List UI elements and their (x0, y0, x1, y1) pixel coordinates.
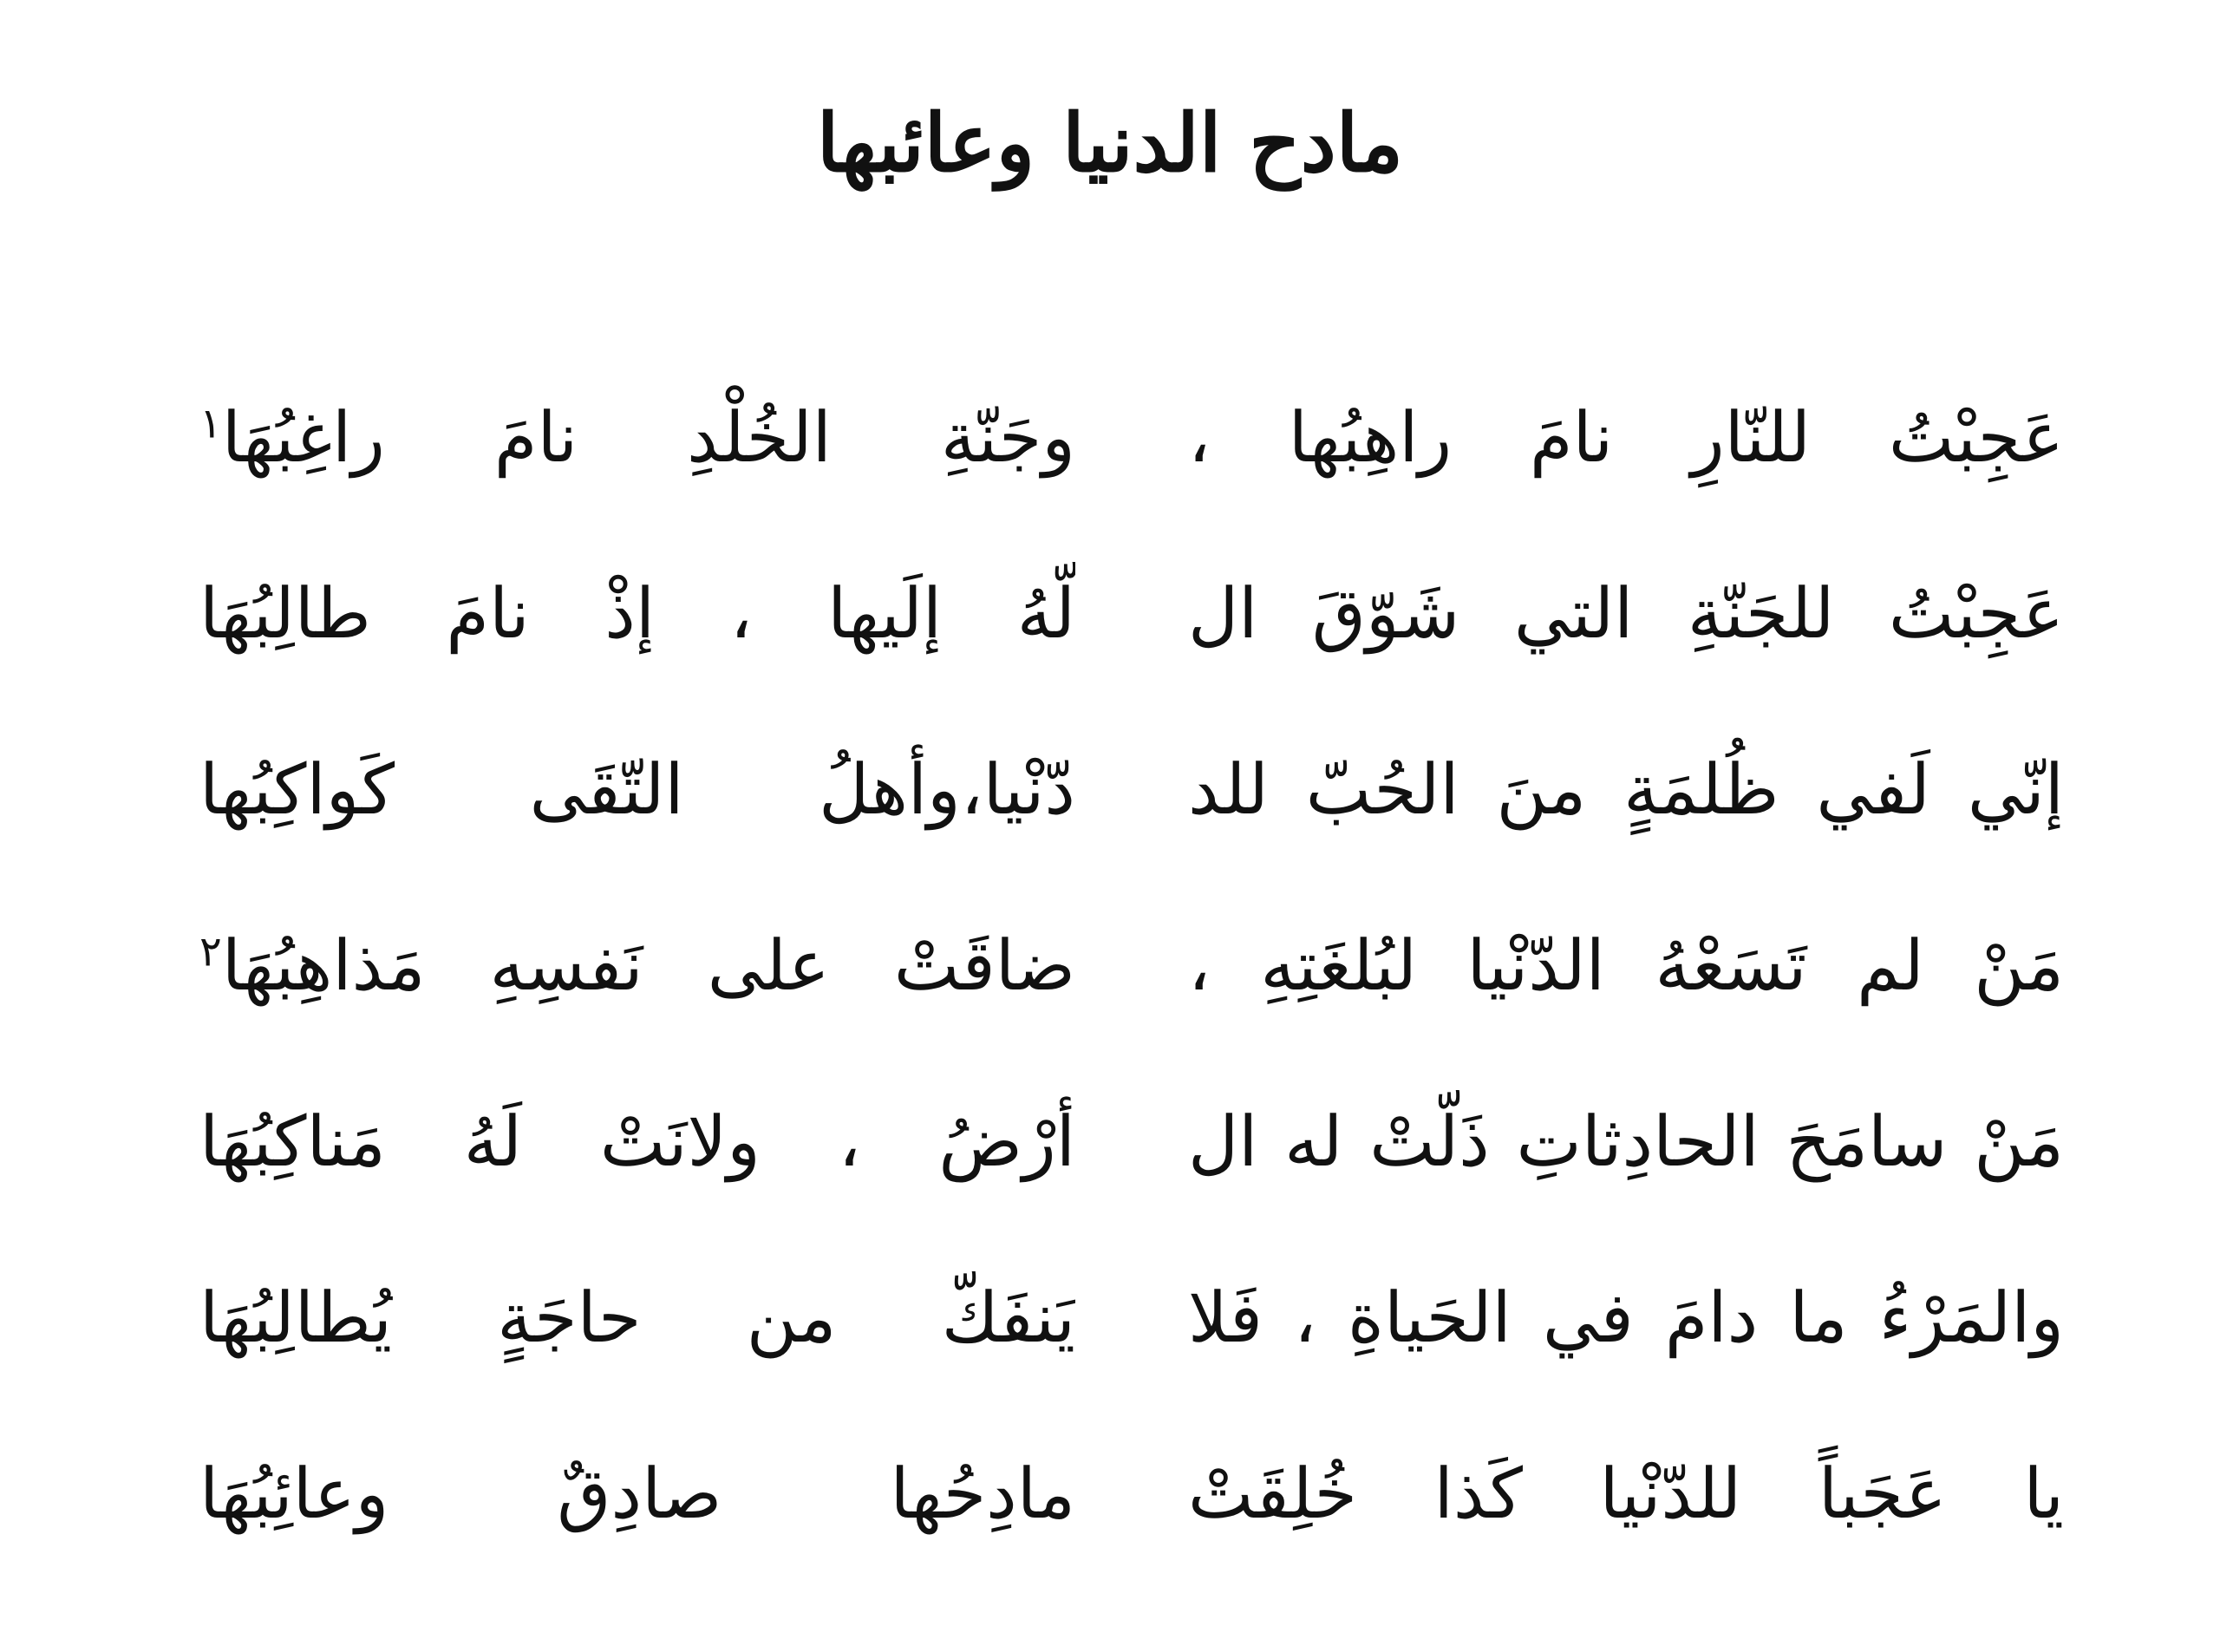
verse-first-hemistich: والمَرْءُ ما دامَ في الحَياةِ ، فَلا (1188, 1277, 2064, 1358)
verse-second-text: لّهُ إلَيها ، إذْ نامَ طالِبُهَا (199, 573, 1075, 654)
verse (199, 1429, 2064, 1605)
verse-first-hemistich: مَنْ سامَحَ الحادِثاتِ ذَلّتْ له ال (1188, 1101, 2064, 1182)
verse-second-hemistich (199, 1077, 1075, 1207)
verse (199, 1253, 2064, 1429)
footnote-marker: ٢ (199, 927, 222, 976)
poem-body (199, 373, 2064, 1605)
verse-first-hemistich: يا عَجَباً للدّنْيا كَذا خُلِقَتْ (1188, 1453, 2064, 1534)
verse-second-text: وجَنّةِ الخُلْدِ نامَ راغِبُهَا (221, 397, 1075, 478)
verse-second-hemistich (199, 373, 1075, 503)
verse-first-hemistich: إنّي لَفي ظُلمَةٍ منَ الحُبّ للد (1188, 749, 2064, 830)
verse-second-text: مادِحُها صادِقٌ وعائِبُهَا (199, 1453, 1075, 1534)
verse-first-hemistich: عَجِبْتُ للجَنّةِ التي شَوّقَ ال (1188, 573, 2064, 654)
verse-second-hemistich (199, 1429, 1075, 1559)
verse-second-text: أرْضُ ، ولانَتْ لَهُ مَناكِبُهَا (199, 1101, 1075, 1182)
poem-title: مادح الدنيا وعائبها (816, 96, 1404, 190)
verse-second-hemistich (199, 725, 1075, 855)
verse (199, 373, 2064, 549)
verse-first-hemistich: عَجِبْتُ للنّارِ نامَ راهِبُها ، (1188, 397, 2064, 478)
footnote-marker: ١ (199, 399, 222, 448)
verse-second-text: دّنْيا،وأهلُ التّقَى كَواكِبُها (199, 749, 1075, 830)
verse (199, 1077, 2064, 1253)
verse (199, 901, 2064, 1077)
verse (199, 549, 2064, 725)
verse-second-hemistich (199, 549, 1075, 679)
verse (199, 725, 2064, 901)
verse-second-text: ضاقَتْ على نَفسِهِ مَذاهِبُهَا (221, 925, 1075, 1006)
verse-first-hemistich: مَنْ لم تَسَعْهُ الدّنْيا لبُلغَتِهِ ، (1188, 925, 2064, 1006)
verse-second-hemistich (199, 901, 1075, 1031)
verse-second-hemistich (199, 1253, 1075, 1383)
verse-second-text: يَنفَكّ من حاجَةٍ يُطالِبُهَا (199, 1277, 1075, 1358)
